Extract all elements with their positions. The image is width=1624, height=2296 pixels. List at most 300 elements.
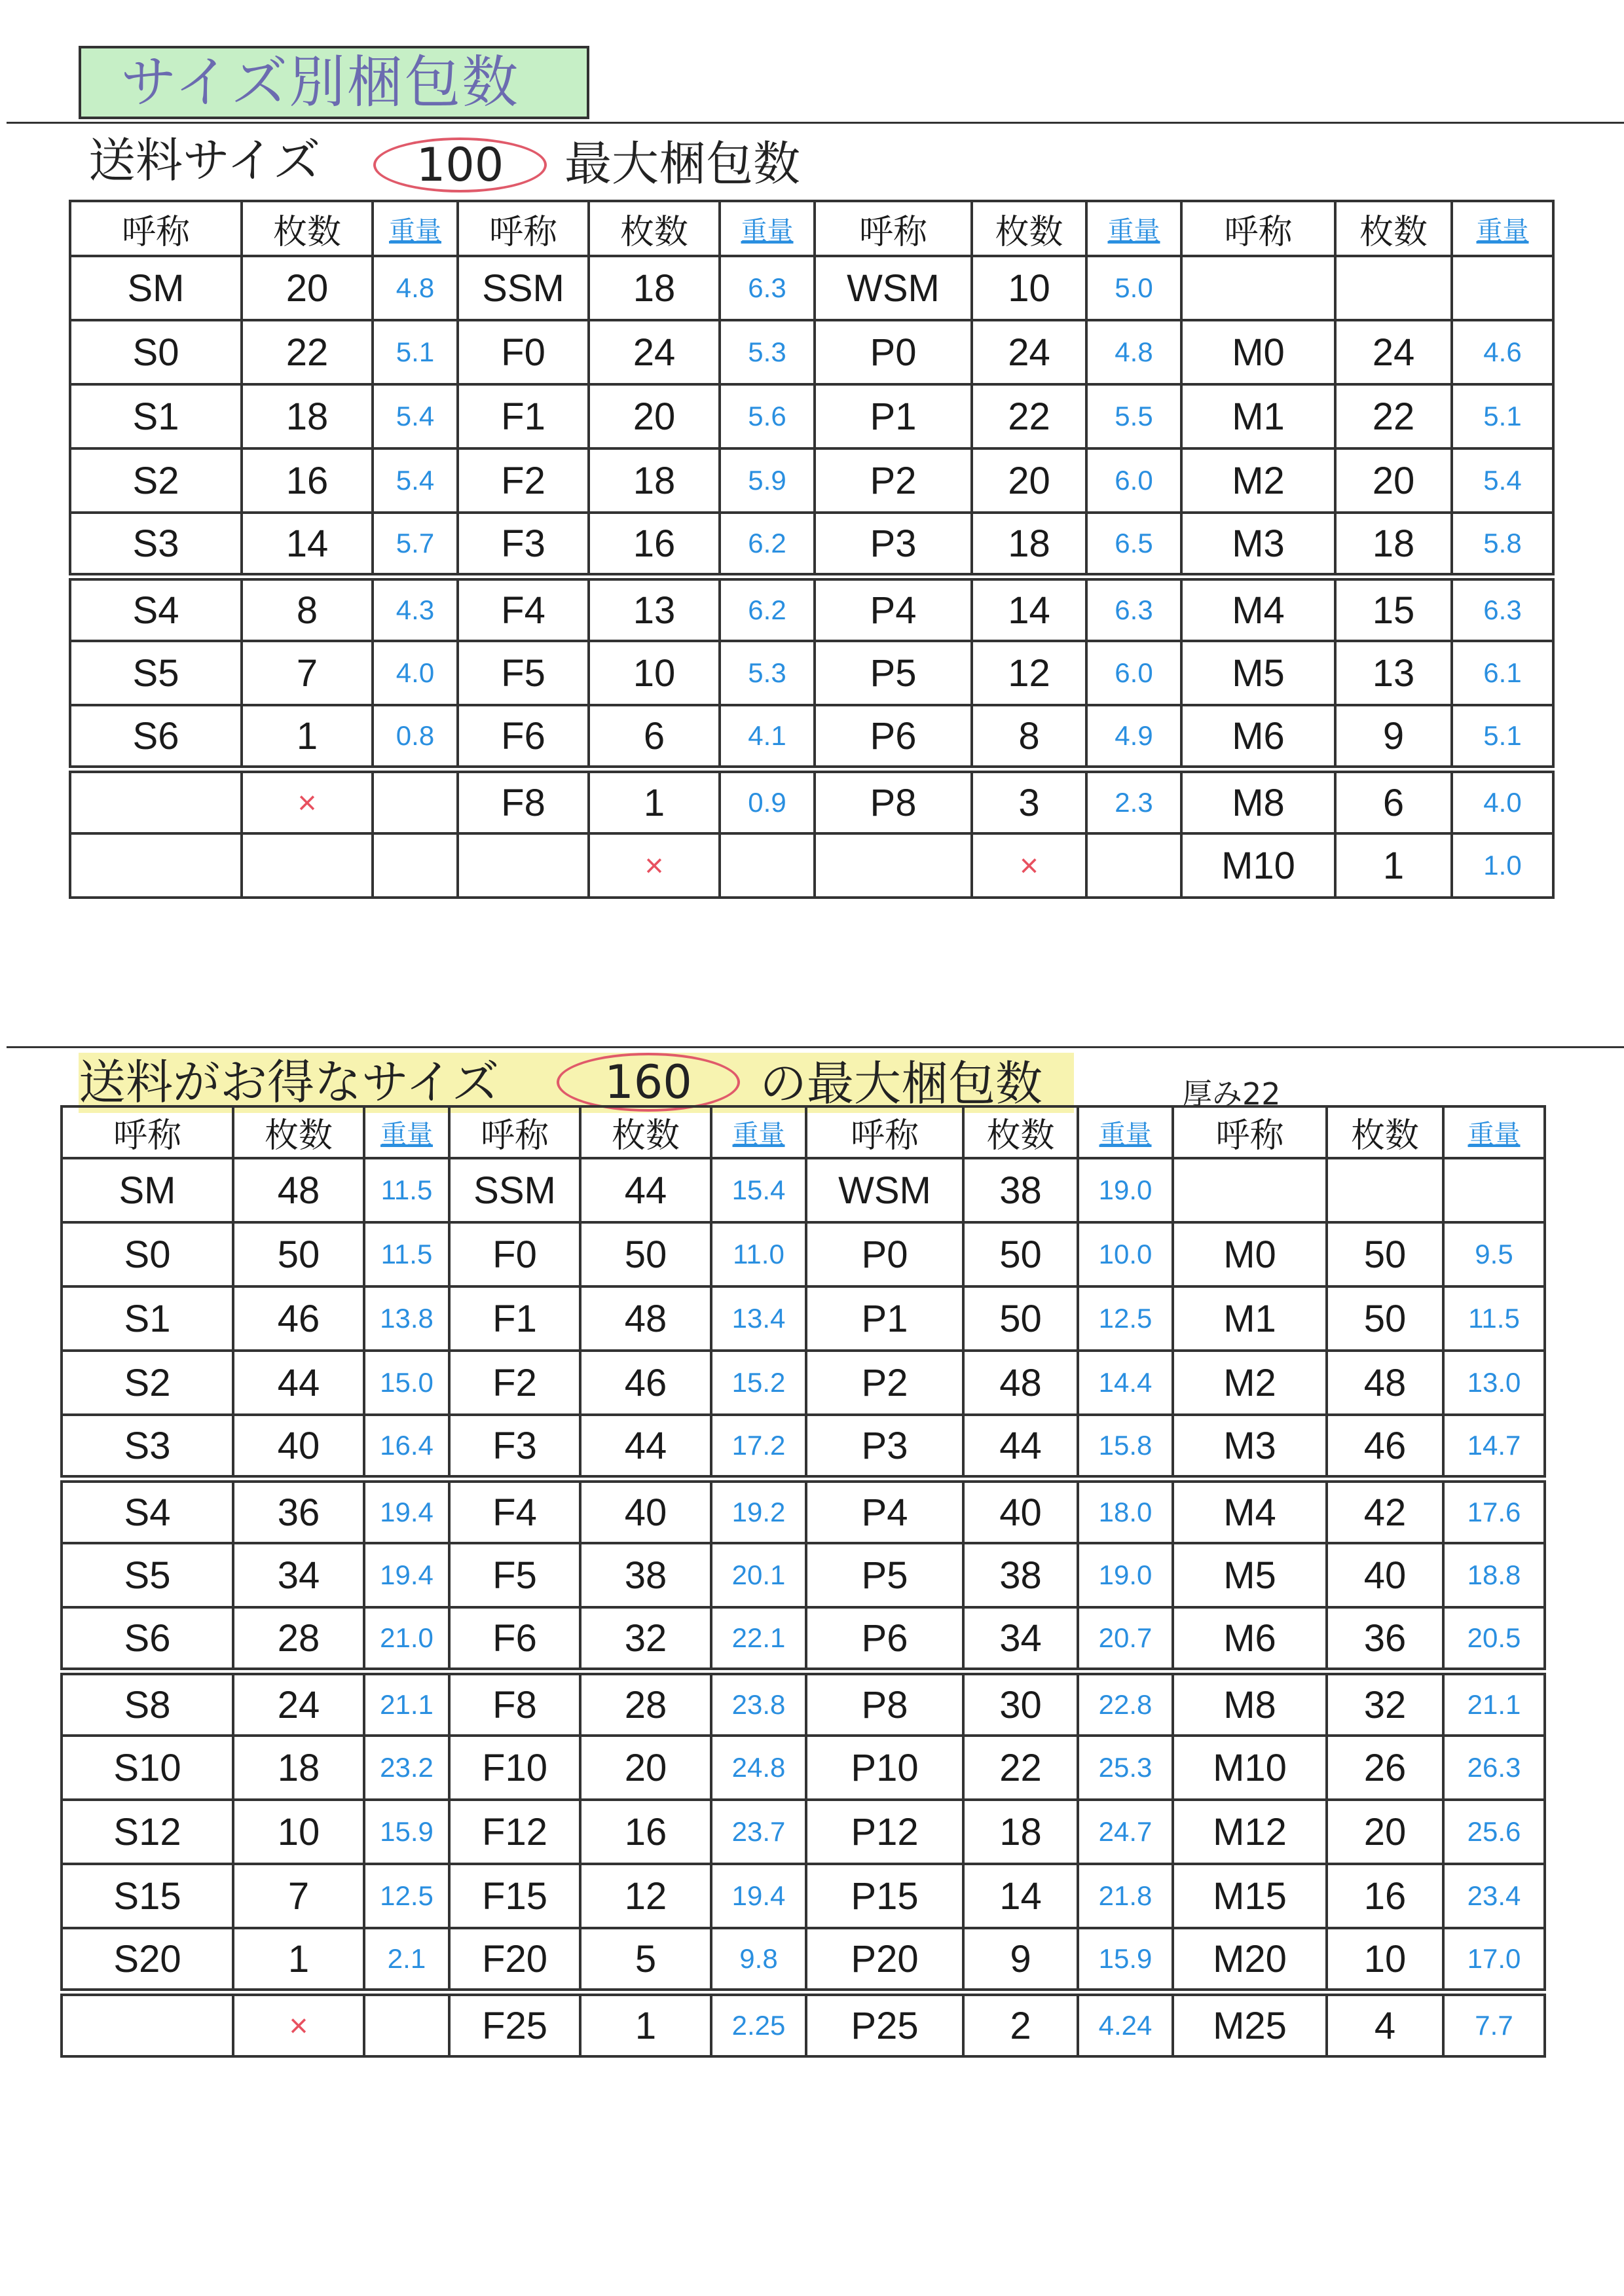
weight-cell: 25.6 xyxy=(1443,1800,1545,1864)
table-row xyxy=(70,833,1553,898)
header-name: 呼称 xyxy=(1173,1106,1327,1158)
count-cell: 20 xyxy=(1335,448,1452,513)
table-row xyxy=(70,384,1553,448)
weight-cell xyxy=(1452,256,1553,320)
size-name-cell: M5 xyxy=(1173,1543,1327,1607)
weight-cell: 23.7 xyxy=(711,1800,806,1864)
size-name-cell: P5 xyxy=(815,641,972,705)
size-name-cell xyxy=(70,769,242,833)
size-name-cell: M15 xyxy=(1173,1864,1327,1928)
table-row xyxy=(62,1222,1545,1286)
weight-cell: 5.1 xyxy=(1452,384,1553,448)
weight-cell: 22.8 xyxy=(1078,1671,1173,1736)
count-cell: 18 xyxy=(589,448,720,513)
count-cell: 44 xyxy=(580,1415,711,1479)
weight-cell: 15.9 xyxy=(364,1800,449,1864)
weight-cell: 0.9 xyxy=(720,769,815,833)
size-name-cell: M2 xyxy=(1181,448,1335,513)
size-name-cell: F4 xyxy=(449,1479,580,1543)
count-cell: 18 xyxy=(233,1736,364,1800)
size-name-cell: M4 xyxy=(1181,577,1335,641)
count-cell: 44 xyxy=(580,1158,711,1222)
count-cell: 24 xyxy=(1335,320,1452,384)
count-cell: 46 xyxy=(580,1351,711,1415)
size-name-cell: F0 xyxy=(458,320,589,384)
size-name-cell: F1 xyxy=(458,384,589,448)
weight-cell: 11.5 xyxy=(364,1158,449,1222)
size-name-cell xyxy=(1173,1158,1327,1222)
weight-cell: 19.4 xyxy=(711,1864,806,1928)
weight-cell: 5.5 xyxy=(1086,384,1181,448)
size-name-cell: SSM xyxy=(449,1158,580,1222)
header-weight: 重量 xyxy=(373,201,458,256)
count-cell: 7 xyxy=(233,1864,364,1928)
weight-cell: 14.7 xyxy=(1443,1415,1545,1479)
table-row xyxy=(62,1351,1545,1415)
header-weight: 重量 xyxy=(364,1106,449,1158)
table-row xyxy=(70,320,1553,384)
count-cell: 10 xyxy=(972,256,1086,320)
weight-cell: 16.4 xyxy=(364,1415,449,1479)
weight-cell: 5.6 xyxy=(720,384,815,448)
weight-cell xyxy=(720,833,815,898)
count-cell: 18 xyxy=(589,256,720,320)
count-cell: 48 xyxy=(580,1286,711,1351)
weight-cell: 15.8 xyxy=(1078,1415,1173,1479)
count-cell: 36 xyxy=(233,1479,364,1543)
weight-cell: 11.0 xyxy=(711,1222,806,1286)
count-cell: 50 xyxy=(1327,1222,1443,1286)
size-name-cell: M10 xyxy=(1181,833,1335,898)
size-name-cell: S2 xyxy=(70,448,242,513)
section2-table xyxy=(60,1105,1546,2058)
count-cell: 32 xyxy=(580,1607,711,1671)
count-cell: 3 xyxy=(972,769,1086,833)
size-name-cell: S3 xyxy=(70,513,242,577)
count-cell: 6 xyxy=(589,705,720,769)
count-cell: 20 xyxy=(972,448,1086,513)
size-name-cell: SM xyxy=(62,1158,233,1222)
size-name-cell: WSM xyxy=(806,1158,963,1222)
weight-cell: 15.0 xyxy=(364,1351,449,1415)
weight-cell: 5.4 xyxy=(1452,448,1553,513)
header-name: 呼称 xyxy=(458,201,589,256)
divider xyxy=(7,1046,1624,1048)
weight-cell: 24.7 xyxy=(1078,1800,1173,1864)
table-row xyxy=(62,1286,1545,1351)
header-name: 呼称 xyxy=(806,1106,963,1158)
size-name-cell: S15 xyxy=(62,1864,233,1928)
count-cell: 38 xyxy=(963,1158,1078,1222)
size-name-cell: M20 xyxy=(1173,1928,1327,1992)
size-name-cell: M3 xyxy=(1173,1415,1327,1479)
weight-cell: 6.3 xyxy=(1452,577,1553,641)
size-name-cell: F8 xyxy=(449,1671,580,1736)
size-name-cell: M8 xyxy=(1173,1671,1327,1736)
count-cell: 24 xyxy=(972,320,1086,384)
count-cell: 8 xyxy=(972,705,1086,769)
size-name-cell: F25 xyxy=(449,1992,580,2056)
count-cell: 24 xyxy=(233,1671,364,1736)
size-name-cell: F15 xyxy=(449,1864,580,1928)
count-cell: 30 xyxy=(963,1671,1078,1736)
size-name-cell: P0 xyxy=(806,1222,963,1286)
weight-cell: 9.5 xyxy=(1443,1222,1545,1286)
size-name-cell: M8 xyxy=(1181,769,1335,833)
divider xyxy=(7,122,1624,124)
size-name-cell: F6 xyxy=(449,1607,580,1671)
size-name-cell: SM xyxy=(70,256,242,320)
weight-cell: 4.0 xyxy=(373,641,458,705)
weight-cell: 19.2 xyxy=(711,1479,806,1543)
section2-suffix: の最大梱包数 xyxy=(760,1056,1043,1111)
size-name-cell: F3 xyxy=(449,1415,580,1479)
header-count: 枚数 xyxy=(972,201,1086,256)
size-name-cell: M3 xyxy=(1181,513,1335,577)
count-cell: 42 xyxy=(1327,1479,1443,1543)
weight-cell: 5.1 xyxy=(373,320,458,384)
table-row xyxy=(62,1992,1545,2056)
weight-cell: 13.4 xyxy=(711,1286,806,1351)
count-cell: 48 xyxy=(963,1351,1078,1415)
header-name: 呼称 xyxy=(449,1106,580,1158)
count-cell: 10 xyxy=(1327,1928,1443,1992)
size-name-cell: F2 xyxy=(449,1351,580,1415)
weight-cell: 6.0 xyxy=(1086,448,1181,513)
cross-mark: × xyxy=(972,833,1086,898)
size-name-cell: P1 xyxy=(815,384,972,448)
weight-cell: 11.5 xyxy=(1443,1286,1545,1351)
weight-cell: 17.2 xyxy=(711,1415,806,1479)
weight-cell: 11.5 xyxy=(364,1222,449,1286)
size-name-cell: M0 xyxy=(1181,320,1335,384)
size-name-cell: P20 xyxy=(806,1928,963,1992)
size-name-cell: S0 xyxy=(62,1222,233,1286)
size-name-cell: P2 xyxy=(815,448,972,513)
count-cell: 7 xyxy=(242,641,373,705)
header-row xyxy=(62,1106,1545,1158)
count-cell: 48 xyxy=(233,1158,364,1222)
weight-cell: 13.0 xyxy=(1443,1351,1545,1415)
weight-cell: 5.3 xyxy=(720,641,815,705)
count-cell: 34 xyxy=(233,1543,364,1607)
header-name: 呼称 xyxy=(815,201,972,256)
count-cell: 16 xyxy=(589,513,720,577)
count-cell: 1 xyxy=(589,769,720,833)
weight-cell xyxy=(1443,1158,1545,1222)
weight-cell: 6.2 xyxy=(720,513,815,577)
count-cell: 20 xyxy=(580,1736,711,1800)
count-cell xyxy=(242,833,373,898)
size-name-cell: M6 xyxy=(1173,1607,1327,1671)
size-name-cell: F5 xyxy=(449,1543,580,1607)
size-name-cell: S6 xyxy=(70,705,242,769)
header-weight: 重量 xyxy=(1078,1106,1173,1158)
count-cell: 50 xyxy=(963,1286,1078,1351)
cross-mark: × xyxy=(242,769,373,833)
header-name: 呼称 xyxy=(62,1106,233,1158)
size-name-cell: F4 xyxy=(458,577,589,641)
weight-cell: 2.1 xyxy=(364,1928,449,1992)
size-name-cell: WSM xyxy=(815,256,972,320)
count-cell: 40 xyxy=(963,1479,1078,1543)
count-cell: 1 xyxy=(242,705,373,769)
size-name-cell: F8 xyxy=(458,769,589,833)
count-cell: 28 xyxy=(233,1607,364,1671)
count-cell: 14 xyxy=(963,1864,1078,1928)
table-row xyxy=(62,1736,1545,1800)
count-cell: 44 xyxy=(963,1415,1078,1479)
weight-cell: 12.5 xyxy=(1078,1286,1173,1351)
count-cell: 44 xyxy=(233,1351,364,1415)
size-name-cell: S8 xyxy=(62,1671,233,1736)
weight-cell: 23.4 xyxy=(1443,1864,1545,1928)
count-cell: 50 xyxy=(1327,1286,1443,1351)
size-name-cell: P12 xyxy=(806,1800,963,1864)
weight-cell: 1.0 xyxy=(1452,833,1553,898)
table-row xyxy=(62,1543,1545,1607)
weight-cell: 23.8 xyxy=(711,1671,806,1736)
count-cell: 20 xyxy=(1327,1800,1443,1864)
count-cell: 18 xyxy=(963,1800,1078,1864)
count-cell: 16 xyxy=(1327,1864,1443,1928)
table-row xyxy=(70,448,1553,513)
weight-cell: 6.1 xyxy=(1452,641,1553,705)
weight-cell: 13.8 xyxy=(364,1286,449,1351)
weight-cell: 19.0 xyxy=(1078,1158,1173,1222)
size-name-cell: P4 xyxy=(815,577,972,641)
weight-cell: 20.1 xyxy=(711,1543,806,1607)
table-row xyxy=(70,513,1553,577)
weight-cell: 5.4 xyxy=(373,384,458,448)
weight-cell: 22.1 xyxy=(711,1607,806,1671)
weight-cell: 4.8 xyxy=(1086,320,1181,384)
count-cell: 2 xyxy=(963,1992,1078,2056)
size-name-cell xyxy=(70,833,242,898)
weight-cell: 4.24 xyxy=(1078,1992,1173,2056)
size-name-cell: P8 xyxy=(815,769,972,833)
cross-mark: × xyxy=(233,1992,364,2056)
weight-cell: 5.4 xyxy=(373,448,458,513)
weight-cell: 21.1 xyxy=(364,1671,449,1736)
count-cell: 15 xyxy=(1335,577,1452,641)
section2-size-circled: 160 xyxy=(557,1053,740,1112)
table-row xyxy=(62,1864,1545,1928)
section1-prefix: 送料サイズ xyxy=(88,133,321,188)
weight-cell: 15.9 xyxy=(1078,1928,1173,1992)
table-row xyxy=(62,1479,1545,1543)
size-name-cell: P15 xyxy=(806,1864,963,1928)
table-row xyxy=(62,1928,1545,1992)
weight-cell: 18.8 xyxy=(1443,1543,1545,1607)
count-cell: 40 xyxy=(1327,1543,1443,1607)
weight-cell: 4.3 xyxy=(373,577,458,641)
weight-cell: 5.7 xyxy=(373,513,458,577)
weight-cell: 10.0 xyxy=(1078,1222,1173,1286)
size-name-cell: M1 xyxy=(1173,1286,1327,1351)
count-cell: 8 xyxy=(242,577,373,641)
weight-cell: 21.0 xyxy=(364,1607,449,1671)
count-cell: 22 xyxy=(242,320,373,384)
size-name-cell: F5 xyxy=(458,641,589,705)
size-name-cell: S10 xyxy=(62,1736,233,1800)
count-cell: 14 xyxy=(242,513,373,577)
weight-cell: 15.4 xyxy=(711,1158,806,1222)
size-name-cell: P10 xyxy=(806,1736,963,1800)
count-cell: 20 xyxy=(242,256,373,320)
section2-prefix: 送料がお得なサイズ xyxy=(79,1055,500,1110)
thickness-note: 厚み22 xyxy=(1182,1076,1281,1112)
weight-cell: 17.0 xyxy=(1443,1928,1545,1992)
count-cell: 4 xyxy=(1327,1992,1443,2056)
table-row xyxy=(62,1158,1545,1222)
count-cell: 9 xyxy=(1335,705,1452,769)
header-count: 枚数 xyxy=(1327,1106,1443,1158)
weight-cell: 19.0 xyxy=(1078,1543,1173,1607)
weight-cell: 5.8 xyxy=(1452,513,1553,577)
size-name-cell: S1 xyxy=(62,1286,233,1351)
size-name-cell: F2 xyxy=(458,448,589,513)
count-cell: 46 xyxy=(233,1286,364,1351)
count-cell: 24 xyxy=(589,320,720,384)
weight-cell: 21.1 xyxy=(1443,1671,1545,1736)
weight-cell: 5.0 xyxy=(1086,256,1181,320)
size-name-cell: S0 xyxy=(70,320,242,384)
count-cell: 22 xyxy=(972,384,1086,448)
size-name-cell: P3 xyxy=(806,1415,963,1479)
size-name-cell: S1 xyxy=(70,384,242,448)
weight-cell xyxy=(1086,833,1181,898)
weight-cell: 21.8 xyxy=(1078,1864,1173,1928)
size-name-cell: F1 xyxy=(449,1286,580,1351)
header-weight: 重量 xyxy=(1443,1106,1545,1158)
size-name-cell: S3 xyxy=(62,1415,233,1479)
count-cell: 46 xyxy=(1327,1415,1443,1479)
table-row xyxy=(70,577,1553,641)
count-cell: 10 xyxy=(233,1800,364,1864)
weight-cell: 25.3 xyxy=(1078,1736,1173,1800)
weight-cell xyxy=(373,833,458,898)
count-cell: 50 xyxy=(580,1222,711,1286)
count-cell: 18 xyxy=(972,513,1086,577)
weight-cell xyxy=(364,1992,449,2056)
weight-cell: 0.8 xyxy=(373,705,458,769)
table-row xyxy=(70,256,1553,320)
size-name-cell xyxy=(1181,256,1335,320)
count-cell xyxy=(1327,1158,1443,1222)
count-cell: 50 xyxy=(233,1222,364,1286)
count-cell: 9 xyxy=(963,1928,1078,1992)
count-cell: 34 xyxy=(963,1607,1078,1671)
size-name-cell: S4 xyxy=(70,577,242,641)
count-cell: 1 xyxy=(1335,833,1452,898)
count-cell: 13 xyxy=(1335,641,1452,705)
size-name-cell xyxy=(458,833,589,898)
count-cell: 40 xyxy=(233,1415,364,1479)
weight-cell: 26.3 xyxy=(1443,1736,1545,1800)
header-weight: 重量 xyxy=(711,1106,806,1158)
header-count: 枚数 xyxy=(580,1106,711,1158)
size-name-cell: P6 xyxy=(806,1607,963,1671)
page-title: サイズ別梱包数 xyxy=(79,46,589,119)
weight-cell: 6.5 xyxy=(1086,513,1181,577)
count-cell: 14 xyxy=(972,577,1086,641)
size-name-cell: P2 xyxy=(806,1351,963,1415)
weight-cell: 15.2 xyxy=(711,1351,806,1415)
count-cell: 1 xyxy=(233,1928,364,1992)
size-name-cell: S20 xyxy=(62,1928,233,1992)
count-cell: 48 xyxy=(1327,1351,1443,1415)
weight-cell: 5.9 xyxy=(720,448,815,513)
weight-cell: 7.7 xyxy=(1443,1992,1545,2056)
size-name-cell: M25 xyxy=(1173,1992,1327,2056)
count-cell: 32 xyxy=(1327,1671,1443,1736)
table-row xyxy=(70,705,1553,769)
count-cell: 28 xyxy=(580,1671,711,1736)
section1-size-circled: 100 xyxy=(373,137,547,192)
count-cell: 38 xyxy=(580,1543,711,1607)
weight-cell: 17.6 xyxy=(1443,1479,1545,1543)
table-row xyxy=(70,769,1553,833)
size-name-cell: SSM xyxy=(458,256,589,320)
size-name-cell: P0 xyxy=(815,320,972,384)
count-cell: 38 xyxy=(963,1543,1078,1607)
weight-cell: 5.1 xyxy=(1452,705,1553,769)
count-cell xyxy=(1335,256,1452,320)
header-weight: 重量 xyxy=(1452,201,1553,256)
header-row xyxy=(70,201,1553,256)
size-name-cell: P6 xyxy=(815,705,972,769)
weight-cell: 2.25 xyxy=(711,1992,806,2056)
count-cell: 50 xyxy=(963,1222,1078,1286)
header-count: 枚数 xyxy=(233,1106,364,1158)
size-name-cell: P5 xyxy=(806,1543,963,1607)
size-name-cell: F0 xyxy=(449,1222,580,1286)
header-count: 枚数 xyxy=(1335,201,1452,256)
size-name-cell: M10 xyxy=(1173,1736,1327,1800)
header-weight: 重量 xyxy=(720,201,815,256)
size-name-cell: M2 xyxy=(1173,1351,1327,1415)
weight-cell: 4.1 xyxy=(720,705,815,769)
count-cell: 18 xyxy=(1335,513,1452,577)
weight-cell: 19.4 xyxy=(364,1543,449,1607)
weight-cell: 5.3 xyxy=(720,320,815,384)
weight-cell: 20.5 xyxy=(1443,1607,1545,1671)
weight-cell: 6.2 xyxy=(720,577,815,641)
size-name-cell: S5 xyxy=(70,641,242,705)
header-count: 枚数 xyxy=(589,201,720,256)
count-cell: 12 xyxy=(972,641,1086,705)
count-cell: 40 xyxy=(580,1479,711,1543)
size-name-cell: P25 xyxy=(806,1992,963,2056)
size-name-cell: F12 xyxy=(449,1800,580,1864)
size-name-cell: P4 xyxy=(806,1479,963,1543)
size-name-cell: S12 xyxy=(62,1800,233,1864)
weight-cell: 4.0 xyxy=(1452,769,1553,833)
weight-cell: 6.3 xyxy=(1086,577,1181,641)
weight-cell: 9.8 xyxy=(711,1928,806,1992)
weight-cell: 14.4 xyxy=(1078,1351,1173,1415)
weight-cell: 12.5 xyxy=(364,1864,449,1928)
count-cell: 12 xyxy=(580,1864,711,1928)
count-cell: 26 xyxy=(1327,1736,1443,1800)
size-name-cell: M12 xyxy=(1173,1800,1327,1864)
header-count: 枚数 xyxy=(963,1106,1078,1158)
weight-cell: 6.0 xyxy=(1086,641,1181,705)
count-cell: 18 xyxy=(242,384,373,448)
size-name-cell: P3 xyxy=(815,513,972,577)
size-name-cell: M6 xyxy=(1181,705,1335,769)
